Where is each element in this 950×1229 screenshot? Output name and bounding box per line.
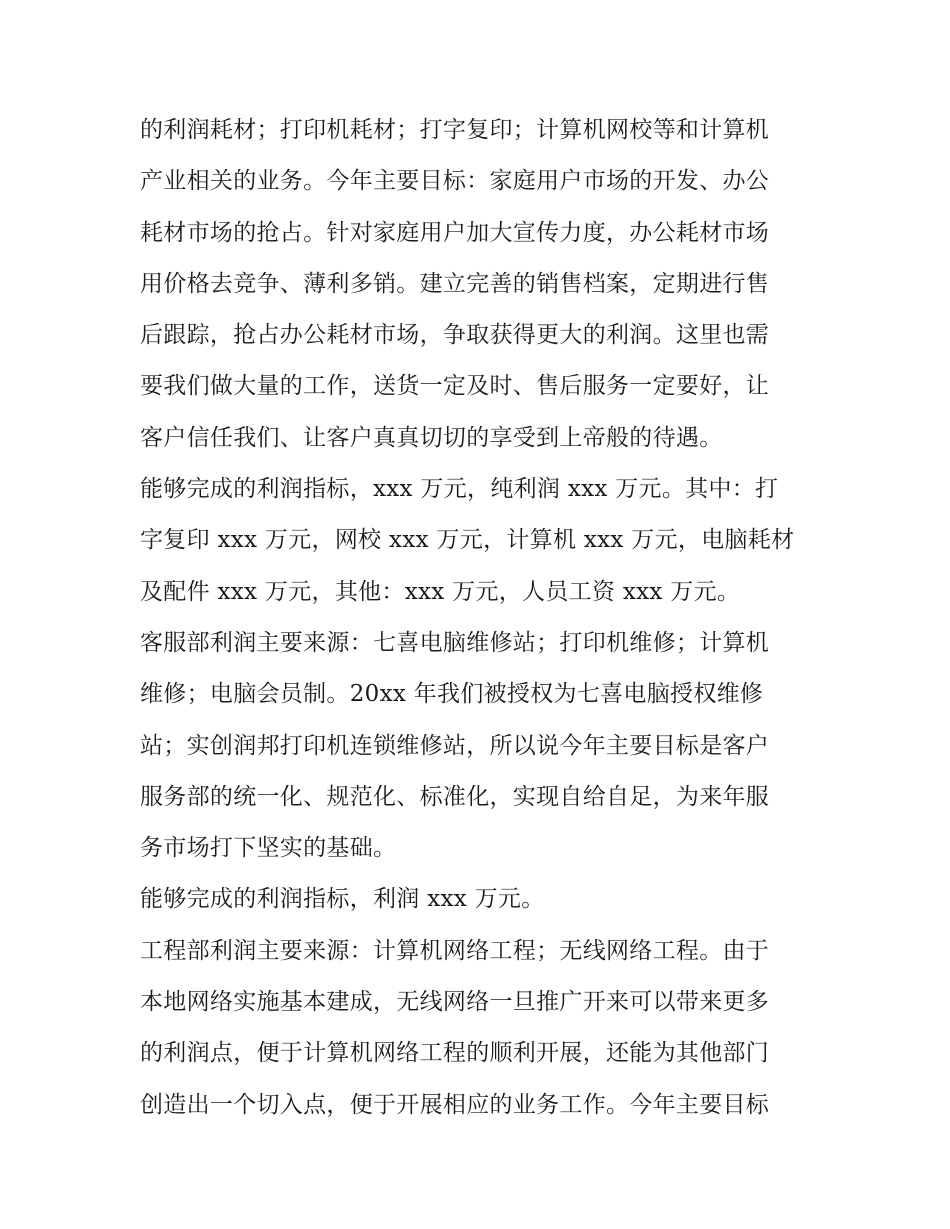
text-line: 站；实创润邦打印机连锁维修站，所以说今年主要目标是客户	[140, 732, 770, 759]
text-line: 工程部利润主要来源：计算机网络工程；无线网络工程。由于	[140, 937, 770, 964]
text-line: 客服部利润主要来源：七喜电脑维修站；打印机维修；计算机	[140, 629, 770, 656]
text-line: 的利润耗材；打印机耗材；打字复印；计算机网校等和计算机	[140, 117, 770, 143]
text-line: 产业相关的业务。今年主要目标：家庭用户市场的开发、办公	[140, 168, 770, 195]
text-line: 务市场打下坚实的基础。	[140, 835, 397, 862]
text-line: 能够完成的利润指标，xxx 万元，纯利润 xxx 万元。其中：打	[140, 476, 779, 503]
text-line: 的利润点，便于计算机网络工程的顺利开展，还能为其他部门	[140, 1040, 770, 1067]
text-line: 能够完成的利润指标，利润 xxx 万元。	[140, 886, 545, 913]
text-line: 维修；电脑会员制。20xx 年我们被授权为七喜电脑授权维修	[140, 681, 764, 708]
text-line: 要我们做大量的工作，送货一定及时、售后服务一定要好，让	[140, 373, 770, 400]
text-line: 服务部的统一化、规范化、标准化，实现自给自足，为来年服	[140, 783, 770, 810]
text-line: 用价格去竞争、薄利多销。建立完善的销售档案，定期进行售	[140, 270, 770, 297]
text-line: 创造出一个切入点，便于开展相应的业务工作。今年主要目标	[140, 1091, 770, 1118]
text-line: 耗材市场的抢占。针对家庭用户加大宣传力度，办公耗材市场	[140, 219, 770, 246]
text-line: 字复印 xxx 万元，网校 xxx 万元，计算机 xxx 万元，电脑耗材	[140, 527, 795, 554]
document-body	[140, 105, 820, 1131]
text-line: 本地网络实施基本建成，无线网络一旦推广开来可以带来更多	[140, 989, 770, 1016]
text-line: 及配件 xxx 万元，其他：xxx 万元，人员工资 xxx 万元。	[140, 578, 741, 605]
text-line: 客户信任我们、让客户真真切切的享受到上帝般的待遇。	[140, 424, 723, 451]
text-line: 后跟踪，抢占办公耗材市场，争取获得更大的利润。这里也需	[140, 322, 770, 349]
